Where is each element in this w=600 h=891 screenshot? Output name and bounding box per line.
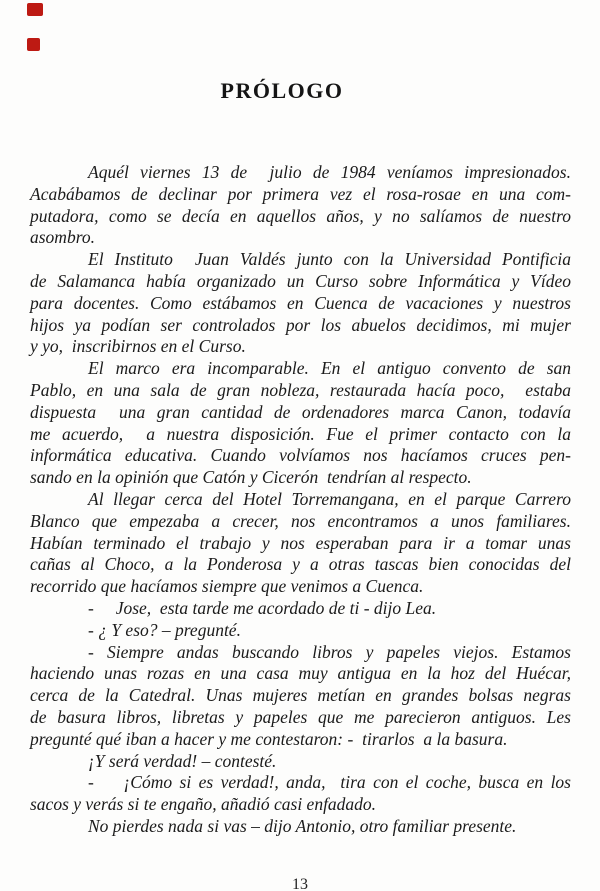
text-line: pregunté qué iban a hacer y me contestaron: - tirarlos a la basura. [30, 728, 508, 749]
text-line: hijos ya podían ser controlados por los abuelos decidimos, mi mujer [30, 314, 571, 335]
text-line: Blanco que empezaba a crecer, nos encontramos a unos familiares. [30, 510, 571, 531]
text-line: Pablo, en una sala de gran nobleza, restaurada hacía poco, estaba [30, 379, 571, 400]
red-annotation-mark-bottom [27, 38, 40, 51]
text-line: y yo, inscribirnos en el Curso. [30, 336, 246, 357]
red-annotation-mark-top [27, 3, 43, 16]
page-body [30, 162, 571, 838]
text-line: - ¿ Y eso? – pregunté. [88, 619, 241, 640]
text-line: cerca de la Catedral. Unas mujeres metían en grandes bolsas negras [30, 685, 571, 706]
text-line: - ¡Cómo si es verdad!, anda, tira con el coche, busca en los [88, 772, 571, 793]
text-line: El marco era incomparable. En el antiguo convento de san [88, 358, 571, 379]
text-line: sando en la opinión que Catón y Cicerón tendrían al respecto. [30, 467, 472, 488]
text-line: Aquél viernes 13 de julio de 1984 veníamos impresionados. [88, 162, 571, 182]
page-title: PRÓLOGO [220, 78, 344, 103]
text-line: asombro. [30, 227, 95, 248]
text-line: No pierdes nada si vas – dijo Antonio, otro familiar presente. [88, 815, 517, 836]
text-line: sacos y verás si te engaño, añadió casi enfadado. [30, 794, 377, 815]
text-line: Acabábamos de declinar por primera vez el rosa-rosae en una com- [30, 183, 571, 204]
text-line: dispuesta una gran cantidad de ordenadores marca Canon, todavía [30, 401, 571, 422]
text-line: para docentes. Como estábamos en Cuenca de vacaciones y nuestros [30, 292, 571, 313]
text-line: - Jose, esta tarde me acordado de ti - dijo Lea. [88, 597, 437, 618]
text-line: haciendo unas rozas en una casa muy antigua en la hoz del Huécar, [30, 663, 571, 684]
text-line: - Siempre andas buscando libros y papeles viejos. Estamos [88, 641, 571, 662]
text-line: El Instituto Juan Valdés junto con la Universidad Pontificia [88, 249, 571, 270]
text-line: informática educativa. Cuando volvíamos nos hacíamos cruces pen- [30, 445, 571, 466]
text-line: me acuerdo, a nuestra disposición. Fue el primer contacto con la [30, 423, 571, 444]
page-number: 13 [292, 876, 308, 891]
text-line: Al llegar cerca del Hotel Torremangana, en el parque Carrero [88, 488, 571, 509]
text-line: de Salamanca había organizado un Curso sobre Informática y Vídeo [30, 270, 571, 291]
text-line: Habían terminado el trabajo y nos esperaban para ir a tomar unas [30, 532, 571, 553]
text-line: putadora, como se decía en aquellos años, y no salíamos de nuestro [30, 205, 571, 226]
text-line: de basura libros, libretas y papeles que me parecieron antiguos. Les [30, 706, 571, 727]
text-line: cañas al Choco, a la Ponderosa y a otras tascas bien conocidas del [30, 554, 571, 575]
text-line: ¡Y será verdad! – contesté. [88, 750, 277, 771]
text-line: recorrido que hacíamos siempre que venimos a Cuenca. [30, 576, 424, 597]
